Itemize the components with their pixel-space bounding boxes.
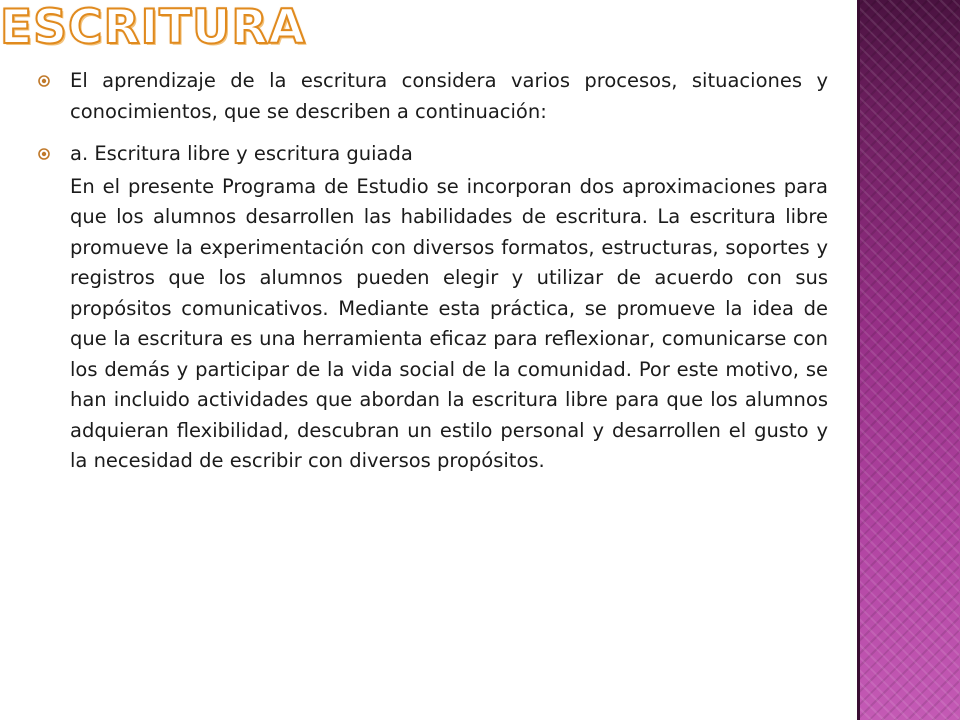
target-bullet-icon [38, 75, 50, 87]
woven-texture [857, 0, 960, 720]
slide-content [38, 66, 828, 477]
slide-title: ESCRITURA [0, 0, 306, 55]
bullet-item-intro [38, 66, 828, 127]
body-paragraph: En el presente Programa de Estudio se incorporan dos aproximaciones para que los alumnos desarrollen las habilidades de escritura. La escritura libre promueve la experimentación con diversos formatos, estructuras, soportes y registros que los alumnos pueden elegir y utilizar de acuerdo con sus propósitos comunicativos. Mediante esta práctica, se promueve la idea de que la escritura es una herramienta eficaz para reflexionar, comunicarse con los demás y participar de la vida social de la comunidad. Por este motivo, se han incluido actividades que abordan la escritura libre para que los alumnos adquieran flexibilidad, descubran un estilo personal y desarrollen el gusto y la necesidad de escribir con diversos propósitos. [70, 174, 828, 472]
bullet-text: El aprendizaje de la escritura considera varios procesos, situaciones y conocimientos, que se describen a continuación: [70, 69, 828, 123]
side-panel-edge [857, 0, 860, 720]
target-bullet-icon [38, 148, 50, 160]
decorative-side-panel [857, 0, 960, 720]
bullet-text: a. Escritura libre y escritura guiada [70, 142, 413, 165]
bullet-item-section-a [38, 139, 828, 170]
